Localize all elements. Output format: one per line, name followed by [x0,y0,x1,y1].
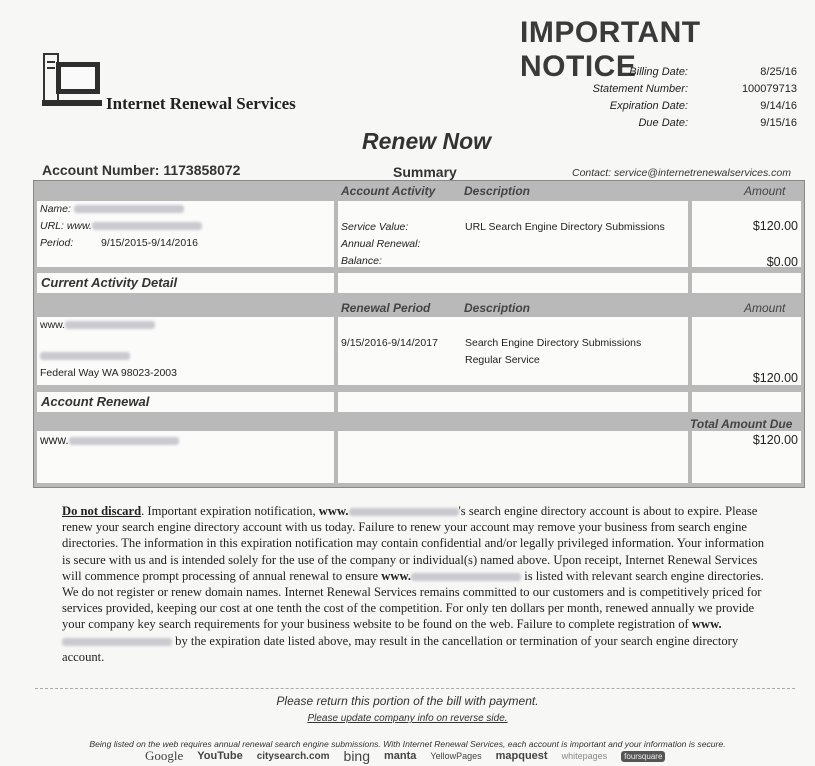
customer-address-cell [37,317,334,385]
annual-renewal-label: Annual Renewal: [341,238,421,250]
renewal-amount-cell [692,317,801,385]
service-amount: $120.00 [752,219,798,233]
total-amount-due-label: Total Amount Due [690,417,793,431]
foursquare-logo: foursquare [621,751,665,762]
redacted-website-2 [69,437,179,445]
redacted-street [40,352,130,360]
paragraph-text: by the expiration date listed above, may result in the cancellation or termination of your search engine directory account. [62,633,739,664]
city-state-zip: Federal Way WA 98023-2003 [40,367,177,379]
account-renewal-cell [37,392,334,412]
update-info-link: Please update company info on reverse side. [307,713,508,724]
contact-email: Contact: service@internetrenewalservices.com [572,167,791,179]
paragraph-text: 's search engine directory account is about to expire. Please renew your search engine directory account with us today. Failure to renew your account may remove your business from search engine directories. The information in this expiration notification may contain confidential and/or legally privileged information. Your information is secure with us and is intended solely for the use of the company or individual(s) named above. Upon receipt, Internet Renewal Services will commence prompt processing of annual renewal to ensure [62,504,765,583]
www-prefix: www. [40,319,66,331]
mapquest-logo: mapquest [495,750,548,762]
url-label: URL: www. [40,220,92,232]
redacted-website-4 [411,573,521,581]
renew-now-heading: Renew Now [362,128,492,154]
blank-cell [692,273,801,293]
bing-logo: bing [343,748,370,764]
balance-amount: $0.00 [766,255,798,269]
notice-title: IMPORTANT NOTICE [520,16,701,83]
period-value: 9/15/2015-9/14/2016 [101,237,198,249]
do-not-discard: Do not discard [62,504,142,518]
amount-cell [692,201,801,267]
total-website-cell [37,431,334,483]
amount-header-2: Amount [744,301,786,315]
redacted-name [74,205,184,213]
redacted-website [65,321,155,329]
description-header-2: Description [464,301,531,315]
renewal-period-value: 9/15/2016-9/14/2017 [341,337,438,349]
account-renewal-heading: Account Renewal [41,394,150,409]
www-bold: www. [381,568,412,583]
billing-date-label: Billing Date: [629,66,688,78]
current-activity-heading: Current Activity Detail [41,275,178,290]
brand-logos [145,748,665,764]
paragraph-text: . Important expiration notification, [141,504,319,518]
total-amount: $120.00 [752,433,798,447]
renewal-period-header: Renewal Period [341,301,431,315]
expiration-date-value: 9/14/16 [760,100,797,112]
statement-table [33,180,805,488]
renewal-description-2: Regular Service [465,354,540,366]
blank-cell [338,392,688,412]
service-description: URL Search Engine Directory Submissions [465,221,665,233]
www-prefix-2: www. [40,433,69,447]
summary-heading: Summary [393,164,457,180]
billing-date-value: 8/25/16 [760,66,797,78]
service-value-label: Service Value: [341,221,409,233]
youtube-logo: YouTube [197,750,243,762]
current-activity-cell [37,273,334,293]
period-label: Period: [40,237,74,249]
account-info-cell [37,201,334,267]
company-name: Internet Renewal Services [106,94,296,113]
name-label: Name: [40,203,71,215]
blank-cell [338,273,688,293]
activity-cell [338,201,688,267]
listing-disclaimer: Being listed on the web requires annual renewal search engine submissions. With Internet Renewal Services, each account is important and your information is secure. [89,739,726,749]
tear-line [35,688,795,689]
yellowpages-logo: YellowPages [430,751,482,761]
redacted-website-3 [349,508,459,516]
renewal-cell [338,317,688,385]
amount-header: Amount [744,184,786,198]
paragraph-text: is listed with relevant search engine directories. We do not register or renew domain names. Internet Renewal Services remains committed to our customers and is competitively priced for services provided, keeping our cost at one tenth the cost of the competition. For only ten dollars per month, renewed annually we provide your company key search requirements for your business website to be found on the web. Failure to complete registration of [62,568,764,632]
blank-cell [692,392,801,412]
due-date-value: 9/15/16 [760,117,797,129]
statement-number-label: Statement Number: [592,83,688,95]
redacted-url [92,222,202,230]
return-instruction: Please return this portion of the bill with payment. [276,694,539,708]
citysearch-logo: citysearch.com [256,750,330,762]
blank-cell [338,431,688,483]
account-activity-header: Account Activity [341,184,436,198]
renewal-amount: $120.00 [752,371,798,385]
expiration-date-label: Expiration Date: [609,100,688,112]
notice-paragraph [62,503,767,665]
renewal-description-1: Search Engine Directory Submissions [465,337,642,349]
description-header: Description [464,184,531,198]
www-bold: www. [318,504,349,518]
computer-logo-icon [42,52,102,108]
due-date-label: Due Date: [638,117,688,129]
manta-logo: manta [384,750,417,762]
statement-number-value: 100079713 [741,83,797,95]
www-bold: www. [691,617,722,632]
total-amount-cell [692,431,801,483]
redacted-website-5 [62,638,172,646]
account-number: Account Number: 1173858072 [42,162,241,178]
whitepages-logo: whitepages [561,751,608,761]
balance-label: Balance: [341,255,382,267]
google-logo: Google [145,748,184,763]
